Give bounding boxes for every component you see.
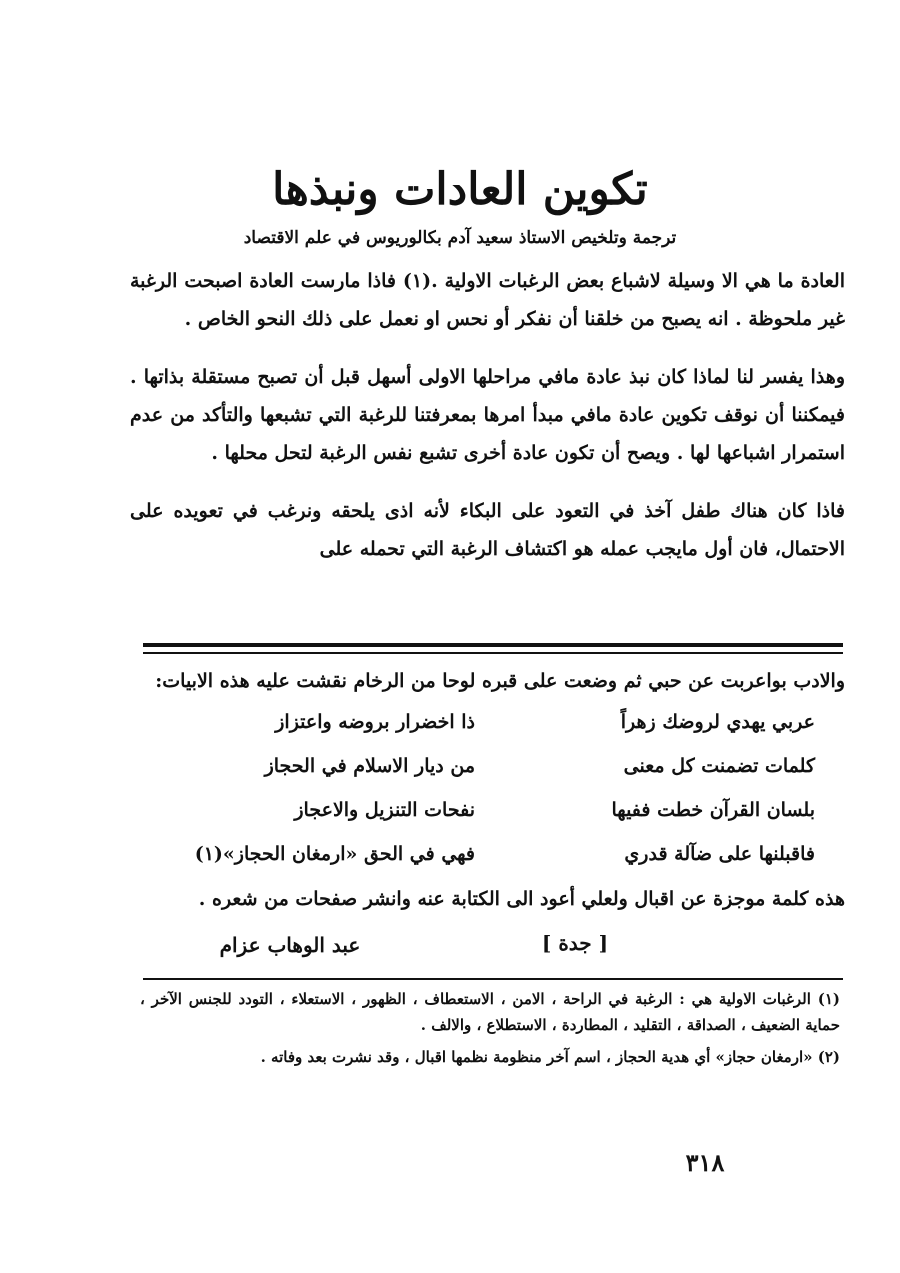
- verse-right-hemistich: عربي يهدي لروضك زهراً: [620, 711, 815, 733]
- page-number: ٣١٨: [685, 1148, 725, 1177]
- article-byline: ترجمة وتلخيص الاستاذ سعيد آدم بكالوريوس في علم الاقتصاد: [243, 228, 677, 248]
- poem-closing: هذه كلمة موجزة عن اقبال ولعلي أعود الى الكتابة عنه وانشر صفحات من شعره .: [198, 888, 845, 910]
- verse-right-hemistich: كلمات تضمنت كل معنى: [623, 755, 815, 777]
- verse-right-hemistich: بلسان القرآن خطت ففيها: [611, 799, 815, 821]
- verse-line: [175, 700, 815, 744]
- verse-left-hemistich: ذا اخضرار بروضه واعتزاز: [275, 711, 475, 733]
- footnotes: [140, 986, 840, 1076]
- verse-line: [175, 788, 815, 832]
- verse-left-hemistich: من ديار الاسلام في الحجاز: [264, 755, 475, 777]
- body-paragraph: فاذا كان هناك طفل آخذ في التعود على البكاء لأنه اذى يلحقه ونرغب في تعويده على الاحتمال، فان أول مايجب عمله هو اكتشاف الرغبة التي تحمله على: [130, 500, 845, 560]
- footnote: (١) الرغبات الاولية هي : الرغبة في الراحة ، الامن ، الاستعطاف ، الظهور ، الاستعلاء ، التودد للجنس الآخر ، حماية الضعيف ، الصداقة ، التقليد ، المطاردة ، الاستطلاع ، والالف .: [140, 990, 840, 1034]
- body-paragraph: العادة ما هي الا وسيلة لاشباع بعض الرغبات الاولية .(١) فاذا مارست العادة اصبحت الرغبة غير ملحوظة . انه يصبح من خلقنا أن نفكر أو نحس او نعمل على ذلك النحو الخاص .: [130, 270, 846, 330]
- verse-line: [175, 744, 815, 788]
- verse-line: [175, 832, 815, 876]
- article-body: [130, 262, 845, 568]
- verse-right-hemistich: فاقبلنها على ضآلة قدري: [624, 843, 815, 865]
- footnote: (٢) «ارمغان حجاز» أي هدية الحجاز ، اسم آخر منظومة نظمها اقبال ، وقد نشرت بعد وفاته .: [260, 1048, 840, 1066]
- body-paragraph: وهذا يفسر لنا لماذا كان نبذ عادة مافي مراحلها الاولى أسهل قبل أن تصبح مستقلة بذاتها . فيمكننا أن نوقف تكوين عادة مافي مبدأ امرها بمعرفتنا للرغبة التي تشبعها والتأكد من عدم استمرار اشباعها لها . ويصح أن تكون عادة أخرى تشبع نفس الرغبة لتحل محلها .: [130, 366, 845, 464]
- section-divider: [143, 652, 843, 654]
- author-signature: عبد الوهاب عزام: [219, 933, 361, 957]
- issue-label: [ جدة ]: [541, 931, 609, 955]
- verse-left-hemistich: فهي في الحق «ارمغان الحجاز»(١): [194, 843, 475, 865]
- verse-left-hemistich: نفحات التنزيل والاعجاز: [294, 799, 475, 821]
- article-title: تكوين العادات ونبذها: [272, 164, 648, 215]
- footnote-divider: [143, 978, 843, 980]
- poem-intro: والادب بواعربت عن حبي ثم وضعت على قبره لوحا من الرخام نقشت عليه هذه الابيات:: [155, 670, 845, 692]
- section-divider: [143, 643, 843, 647]
- poem-verses: [175, 700, 815, 876]
